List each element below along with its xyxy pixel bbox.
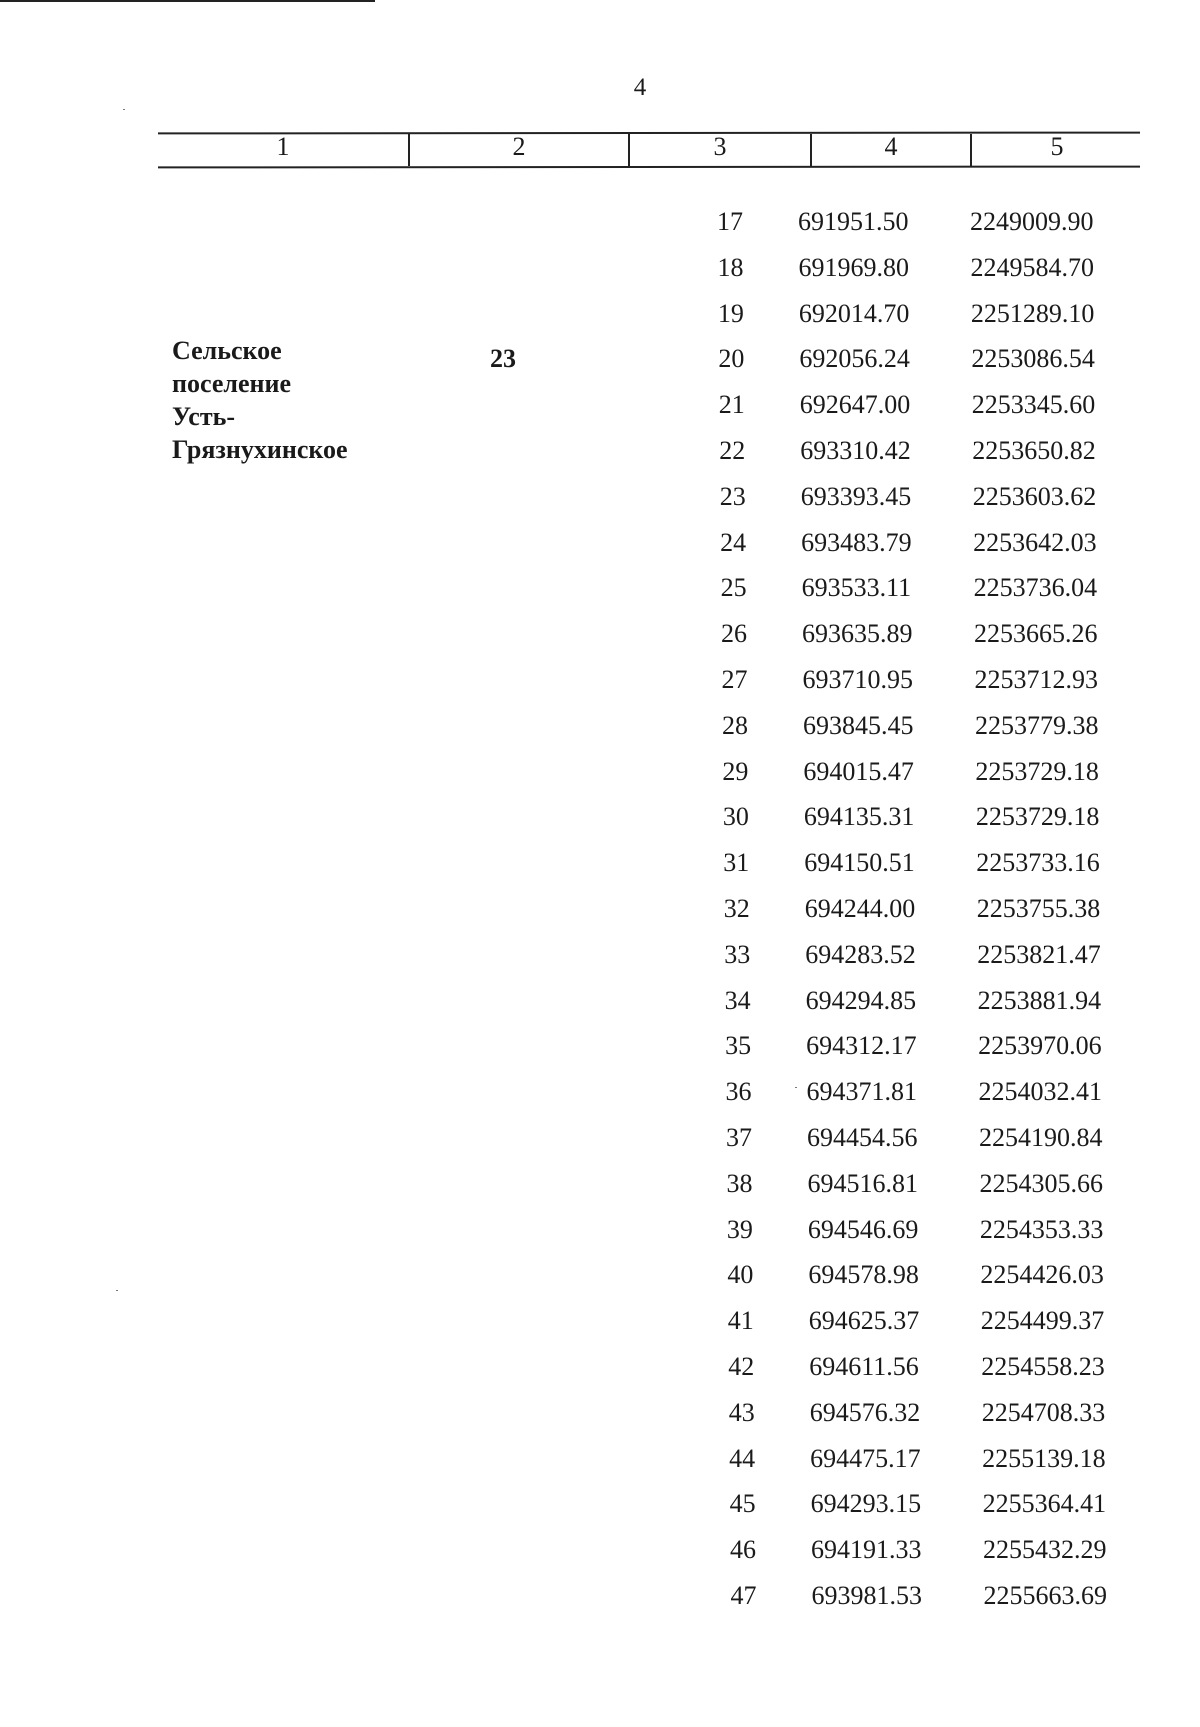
point-number: 23: [719, 481, 746, 511]
point-number: 26: [721, 619, 748, 649]
coordinate-x: 692014.70: [798, 298, 910, 328]
coordinate-x: 694576.32: [809, 1397, 921, 1427]
page-number: 4: [633, 74, 647, 101]
table-row: [718, 1489, 1158, 1529]
coordinate-x: 694244.00: [804, 894, 916, 923]
coordinate-y: 2254032.41: [978, 1077, 1103, 1107]
table-row: [710, 711, 1150, 751]
coordinate-x: 691969.80: [798, 252, 909, 282]
coordinate-y: 2253755.38: [976, 894, 1101, 923]
settlement-name: [172, 334, 402, 466]
coordinate-x: 694578.98: [808, 1260, 919, 1290]
scan-speck: [116, 1290, 118, 1291]
scan-speck: [123, 109, 125, 110]
coordinate-y: 2251289.10: [970, 298, 1095, 328]
coordinate-y: 2254426.03: [980, 1260, 1104, 1290]
table-row: [709, 619, 1149, 659]
coordinate-x: 693310.42: [800, 436, 911, 465]
point-number: 40: [727, 1260, 754, 1290]
coordinate-x: 694150.51: [804, 848, 915, 878]
settlement-name-line: Усть-: [172, 402, 235, 431]
coordinate-x: 693533.11: [801, 573, 912, 603]
table-row: [713, 1031, 1153, 1071]
coordinate-x: 694611.56: [809, 1352, 919, 1381]
table-row: [705, 207, 1145, 247]
header-bottom-rule: [158, 166, 1140, 169]
coordinate-x: 692056.24: [799, 344, 910, 374]
point-number: 17: [717, 207, 743, 236]
table-row: [707, 390, 1147, 430]
table-row: [706, 344, 1146, 384]
coordinate-x: 694516.81: [807, 1168, 918, 1198]
coordinate-x: 694371.81: [806, 1077, 918, 1107]
coordinate-y: 2249584.70: [970, 252, 1094, 282]
point-number: 44: [729, 1443, 756, 1473]
table-row: [714, 1077, 1154, 1117]
point-number: 43: [728, 1397, 755, 1427]
coordinate-y: 2254708.33: [981, 1397, 1106, 1427]
point-number: 28: [721, 710, 748, 740]
table-row: [714, 1169, 1154, 1209]
coordinate-y: 2254558.23: [981, 1352, 1105, 1381]
table-row: [716, 1306, 1156, 1346]
coordinate-y: 2253642.03: [973, 527, 1097, 557]
point-number: 31: [723, 848, 750, 878]
coordinate-y: 2253736.04: [973, 573, 1098, 603]
coordinate-x: 694546.69: [807, 1214, 919, 1244]
table-row: [713, 986, 1153, 1026]
table-row: [714, 1123, 1154, 1163]
table-row: [717, 1444, 1157, 1484]
point-number: 42: [728, 1352, 755, 1381]
table-row: [712, 940, 1152, 980]
coordinate-y: 2255364.41: [982, 1489, 1107, 1519]
table-row: [711, 802, 1151, 842]
point-number: 20: [718, 344, 745, 374]
table-row: [715, 1215, 1155, 1255]
table-row: [712, 894, 1152, 934]
coordinate-y: 2253729.18: [975, 802, 1100, 832]
coordinate-x: 694015.47: [803, 756, 914, 786]
table-row: [708, 482, 1148, 522]
coordinate-y: 2249009.90: [970, 207, 1094, 236]
coordinate-x: 694294.85: [805, 985, 917, 1015]
table-row: [719, 1581, 1159, 1621]
point-number: 47: [730, 1581, 757, 1610]
coordinate-y: 2253345.60: [971, 390, 1096, 420]
table-row: [710, 665, 1150, 705]
coordinate-y: 2254190.84: [979, 1123, 1103, 1152]
coordinate-y: 2253970.06: [978, 1031, 1102, 1061]
coordinate-y: 2255432.29: [983, 1535, 1107, 1565]
table-row: [707, 436, 1147, 476]
coordinate-y: 2255139.18: [982, 1443, 1106, 1473]
point-number: 35: [725, 1031, 752, 1061]
coordinate-y: 2254353.33: [979, 1214, 1104, 1244]
coordinate-x: 691951.50: [798, 207, 909, 236]
coordinate-x: 694625.37: [808, 1306, 920, 1336]
settlement-name-line: Грязнухинское: [172, 435, 348, 464]
table-row: [716, 1352, 1156, 1392]
coordinate-y: 2253779.38: [974, 710, 1099, 740]
coordinate-x: 693635.89: [802, 619, 913, 649]
coordinate-x: 694293.15: [810, 1489, 922, 1519]
table-row: [718, 1535, 1158, 1575]
coordinate-y: 2253665.26: [974, 619, 1098, 649]
table-row: [709, 573, 1149, 613]
point-number: 39: [726, 1214, 753, 1244]
coordinate-y: 2253712.93: [974, 665, 1098, 694]
coordinate-y: 2253821.47: [977, 939, 1101, 969]
table-row: [715, 1260, 1155, 1300]
coordinate-y: 2253650.82: [972, 436, 1096, 465]
point-number: 30: [722, 802, 749, 832]
coordinate-y: 2253729.18: [975, 756, 1099, 786]
coordinate-y: 2254499.37: [980, 1306, 1105, 1336]
point-number: 19: [717, 298, 744, 328]
point-number: 36: [725, 1077, 752, 1107]
coordinate-x: 694135.31: [803, 802, 915, 832]
coordinate-x: 693845.45: [802, 710, 914, 740]
point-number: 18: [717, 252, 744, 282]
column-header-2: 2: [512, 132, 526, 161]
point-number: 22: [719, 436, 746, 465]
coordinate-x: 694454.56: [807, 1123, 918, 1152]
point-number: 21: [718, 390, 745, 420]
point-number: 45: [729, 1489, 756, 1519]
column-header-4: 4: [884, 132, 898, 161]
point-number: 37: [726, 1123, 752, 1152]
scan-edge-line: [0, 0, 375, 2]
table-row: [708, 528, 1148, 568]
coordinate-x: 694191.33: [811, 1535, 922, 1565]
point-number: 33: [724, 939, 751, 969]
coordinate-x: 693483.79: [801, 527, 912, 557]
coordinate-y: 2255663.69: [983, 1581, 1107, 1610]
column-header-1: 1: [276, 132, 290, 161]
coordinate-y: 2254305.66: [979, 1168, 1103, 1198]
point-number: 46: [730, 1535, 757, 1565]
coordinate-y: 2253881.94: [977, 985, 1102, 1015]
column-header-5: 5: [1050, 132, 1064, 161]
point-number: 24: [720, 527, 747, 557]
table-row: [710, 757, 1150, 797]
point-number: 27: [721, 665, 748, 694]
coordinate-x: 692647.00: [799, 390, 911, 420]
coordinate-x: 693710.95: [802, 665, 913, 694]
point-number: 41: [727, 1306, 754, 1336]
table-row: [711, 848, 1151, 888]
table-row: [706, 299, 1146, 339]
point-number: 32: [723, 894, 750, 923]
column-header-3: 3: [713, 132, 727, 161]
point-number: 34: [724, 985, 751, 1015]
coordinate-x: 694475.17: [810, 1443, 921, 1473]
coordinate-y: 2253086.54: [971, 344, 1095, 374]
settlement-code: 23: [490, 344, 516, 373]
coordinate-x: 694283.52: [805, 939, 916, 969]
coordinate-y: 2253733.16: [976, 848, 1100, 878]
table-row: [717, 1398, 1157, 1438]
coordinate-x: 694312.17: [806, 1031, 917, 1061]
coordinate-x: 693981.53: [811, 1581, 922, 1610]
settlement-name-line: Сельское: [172, 336, 282, 365]
settlement-name-line: поселение: [172, 369, 292, 398]
point-number: 25: [720, 573, 747, 603]
coordinate-x: 693393.45: [800, 481, 912, 511]
coordinate-y: 2253603.62: [972, 481, 1097, 511]
table-row: [705, 253, 1145, 293]
point-number: 29: [722, 756, 749, 786]
point-number: 38: [726, 1168, 753, 1198]
